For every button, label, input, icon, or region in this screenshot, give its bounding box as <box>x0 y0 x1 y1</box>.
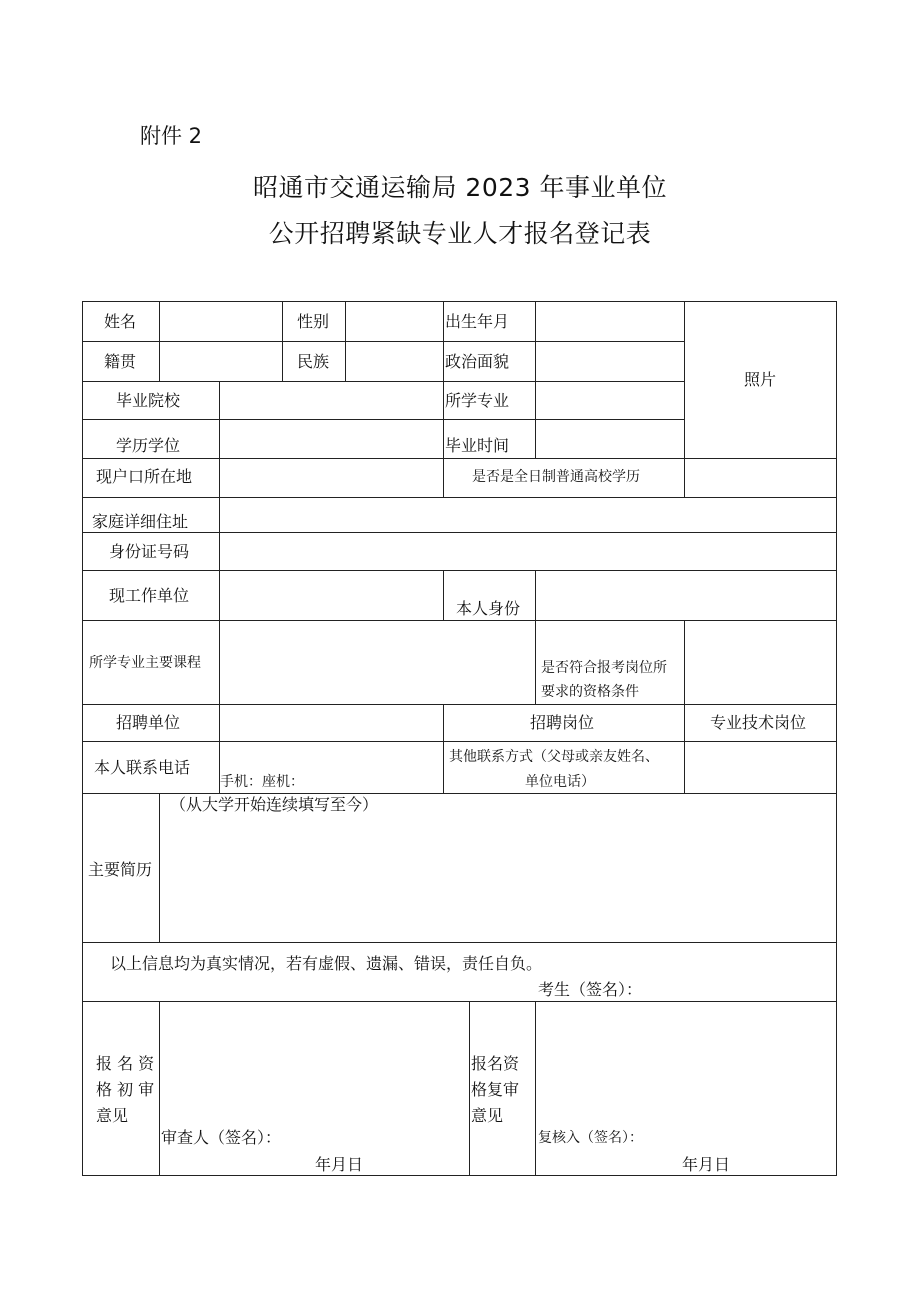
col-line <box>443 301 444 497</box>
rechecker-signature-label: 复核入（签名）： <box>538 1130 643 1146</box>
current-employer-field[interactable] <box>220 571 443 620</box>
declaration-text: 以上信息均为真实情况，若有虚假、遗漏、错误，责任自负。 <box>110 954 543 973</box>
label-name: 姓名 <box>104 312 137 331</box>
label-initial-review-line2: 格 初 审 <box>96 1080 155 1099</box>
col-line <box>443 570 444 620</box>
gender-field[interactable] <box>346 302 443 341</box>
qualification-answer-field[interactable] <box>685 621 836 704</box>
label-resume: 主要简历 <box>88 860 153 879</box>
label-position-type: 专业技术岗位 <box>710 713 807 732</box>
degree-field[interactable] <box>220 420 443 458</box>
label-recruiting-unit: 招聘单位 <box>116 713 181 732</box>
label-id-number: 身份证号码 <box>109 542 190 561</box>
form-title-line1: 昭通市交通运输局 2023 年事业单位 <box>252 173 668 202</box>
label-photo: 照片 <box>744 370 777 389</box>
resume-field[interactable] <box>160 794 836 942</box>
label-recruiting-position: 招聘岗位 <box>530 713 595 732</box>
label-household-location: 现户口所在地 <box>96 467 193 486</box>
label-re-review-line2: 格复审 <box>471 1080 520 1099</box>
full-time-answer-field[interactable] <box>685 459 836 497</box>
main-courses-field[interactable] <box>220 621 535 704</box>
col-line <box>469 1001 470 1176</box>
native-place-field[interactable] <box>160 342 282 381</box>
label-re-review-line1: 报名资 <box>471 1054 520 1073</box>
table-border-left <box>82 301 83 1176</box>
registration-form-table <box>82 301 837 1176</box>
home-address-field[interactable] <box>220 498 836 532</box>
ethnicity-field[interactable] <box>346 342 443 381</box>
major-field[interactable] <box>536 382 684 419</box>
label-graduation-time: 毕业时间 <box>445 436 510 455</box>
row-line <box>82 704 837 705</box>
reviewer-signature-label: 审查人（签名）： <box>161 1128 282 1147</box>
rechecker-date: 年月日 <box>682 1155 731 1174</box>
label-phone: 本人联系电话 <box>94 758 191 777</box>
label-initial-review-line3: 意见 <box>96 1106 129 1125</box>
label-gender: 性别 <box>297 312 330 331</box>
political-status-field[interactable] <box>536 342 684 381</box>
id-number-field[interactable] <box>220 533 836 570</box>
re-review-field[interactable] <box>536 1002 836 1175</box>
attachment-label: 附件 2 <box>140 124 203 148</box>
label-birth-date: 出生年月 <box>445 312 510 331</box>
school-field[interactable] <box>220 382 443 419</box>
resume-hint: （从大学开始连续填写至今） <box>170 795 379 814</box>
label-current-employer: 现工作单位 <box>109 586 190 605</box>
reviewer-date: 年月日 <box>315 1155 364 1174</box>
birth-date-field[interactable] <box>536 302 684 341</box>
label-school: 毕业院校 <box>116 391 181 410</box>
label-ethnicity: 民族 <box>297 352 330 371</box>
label-full-time-question: 是否是全日制普通高校学历 <box>472 469 640 485</box>
label-initial-review-line1: 报 名 资 <box>96 1054 155 1073</box>
label-re-review-line3: 意见 <box>471 1106 504 1125</box>
label-identity: 本人身份 <box>456 599 521 618</box>
initial-review-field[interactable] <box>160 1002 469 1175</box>
col-line <box>282 301 283 381</box>
household-location-field[interactable] <box>220 459 443 497</box>
phone-detail-text: 手机：座机： <box>220 774 304 790</box>
table-border-bottom <box>82 1175 837 1176</box>
identity-field[interactable] <box>536 571 836 620</box>
candidate-signature-label: 考生（签名）： <box>538 980 643 999</box>
label-qualification-line1: 是否符合报考岗位所 <box>541 660 667 676</box>
label-political-status: 政治面貌 <box>445 352 510 371</box>
form-title-line2: 公开招聘紧缺专业人才报名登记表 <box>268 219 652 248</box>
label-major: 所学专业 <box>445 391 510 410</box>
label-main-courses: 所学专业主要课程 <box>89 655 201 671</box>
label-home-address: 家庭详细住址 <box>92 512 189 531</box>
label-degree: 学历学位 <box>116 436 181 455</box>
graduation-time-field[interactable] <box>536 420 684 458</box>
label-qualification-line2: 要求的资格条件 <box>541 684 639 700</box>
recruiting-unit-field[interactable] <box>220 705 443 741</box>
other-contact-field[interactable] <box>685 742 836 793</box>
name-field[interactable] <box>160 302 282 341</box>
label-other-contact-line1: 其他联系方式（父母或亲友姓名、 <box>449 749 659 765</box>
label-other-contact-line2: 单位电话） <box>525 774 595 790</box>
col-line <box>443 704 444 793</box>
table-border-right <box>836 301 837 1176</box>
label-native-place: 籍贯 <box>104 352 137 371</box>
